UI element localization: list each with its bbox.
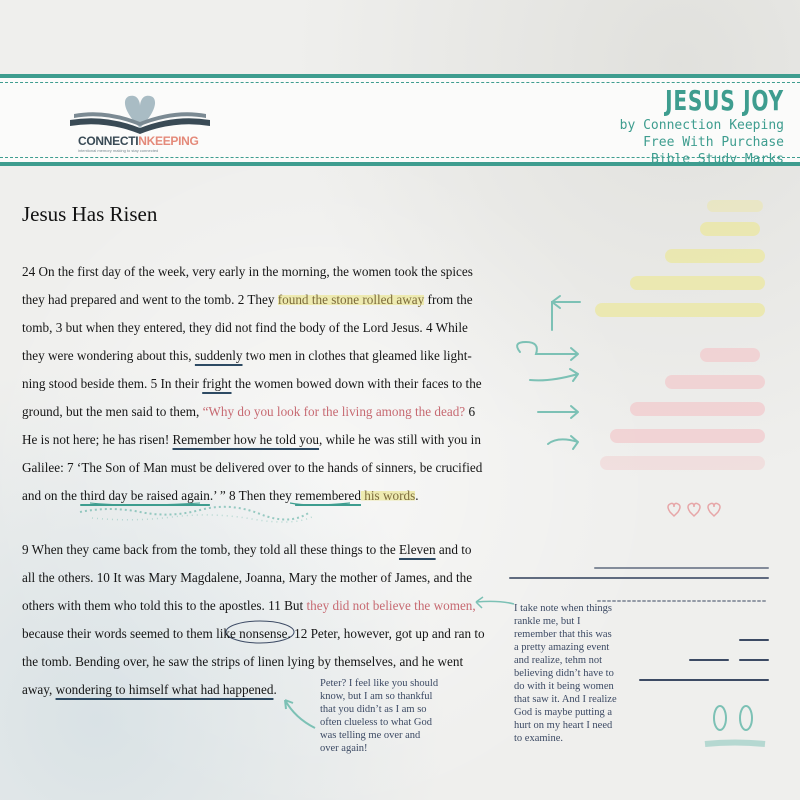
note-line: believing didn’t have to xyxy=(514,668,614,679)
circle-doodle xyxy=(740,706,752,730)
note-line: and realize, tehm not xyxy=(514,655,603,666)
header-offer: Free With Purchase xyxy=(643,135,784,150)
arrow-icon xyxy=(517,342,578,360)
text-line: tomb, 3 but when they entered, they did not find the body of the Lord Jesus. 4 While xyxy=(22,320,468,335)
note-line: over again! xyxy=(320,743,368,754)
note-line: Peter? I feel like you should xyxy=(320,678,439,689)
note-line: that saw it. And I realize xyxy=(514,694,617,705)
note-line: do with it being women xyxy=(514,681,614,692)
text-line xyxy=(22,286,482,314)
text-line xyxy=(22,592,485,620)
yellow-highlight-swatches xyxy=(595,200,765,317)
arrow-icon xyxy=(530,369,578,381)
note-line: a pretty amazing event xyxy=(514,642,610,653)
text-run: .’ ” 8 Then they xyxy=(209,488,296,503)
text-run: ning stood beside them. 5 In their xyxy=(22,376,203,391)
text-run: because their words seemed to them like xyxy=(22,626,240,641)
underlined-text: wondering to himself what had happened xyxy=(55,682,274,697)
arrow-icon xyxy=(548,436,578,449)
text-run: . 12 Peter, however, got up and ran to xyxy=(287,626,485,641)
highlight-swatch xyxy=(700,222,760,236)
highlight-swatch xyxy=(595,303,765,317)
highlight-swatch xyxy=(610,429,765,443)
heart-icon xyxy=(688,503,700,516)
logo-word-part: KEEPING xyxy=(146,134,199,148)
text-run: and to xyxy=(435,542,472,557)
note-line: God is maybe putting a xyxy=(514,707,612,718)
page-title: Jesus Has Risen xyxy=(22,202,158,226)
text-run: they were wondering about this, xyxy=(22,348,195,363)
note-line: remember that this was xyxy=(514,629,612,640)
note-line: to examine. xyxy=(514,733,563,744)
note-line: rankle me, but I xyxy=(514,616,581,627)
underlined-text: third day be raised again xyxy=(80,488,210,503)
text-run: 6 xyxy=(465,404,476,419)
text-line xyxy=(22,620,485,648)
text-run: , while he was still with you in xyxy=(319,432,481,447)
highlighted-text: found the stone rolled away xyxy=(277,292,425,307)
circled-text: nonsense xyxy=(239,626,288,641)
header-product: Bible Study Marks xyxy=(650,152,784,167)
text-line xyxy=(22,398,482,426)
underlined-text: Remember how he told you xyxy=(172,432,320,447)
highlight-swatch xyxy=(665,375,765,389)
text-run: away, xyxy=(22,682,56,697)
heart-icon xyxy=(668,503,680,516)
note-line: hurt on my heart I need xyxy=(514,720,613,731)
text-line: Galilee: 7 ‘The Son of Man must be delivered over to the hands of sinners, be crucified xyxy=(22,460,483,475)
highlight-swatch xyxy=(630,276,765,290)
logo-wordmark xyxy=(78,134,199,148)
highlight-swatch xyxy=(630,402,765,416)
header-title: JESUS JOY xyxy=(665,84,784,117)
highlight-swatch xyxy=(600,456,765,470)
text-run: 9 When they came back from the tomb, they told all these things to the xyxy=(22,542,399,557)
arrow-icon xyxy=(552,296,580,330)
note-line: know, but I am so thankful xyxy=(320,691,433,702)
highlighted-text: they did not believe the women, xyxy=(306,598,476,613)
hearts-doodle xyxy=(668,503,720,516)
paragraph-1 xyxy=(22,258,482,510)
underlined-text: Eleven xyxy=(398,542,436,557)
underlined-text: fright xyxy=(202,376,232,391)
heart-icon xyxy=(708,503,720,516)
margin-note-bottom xyxy=(320,677,438,755)
text-run: from the xyxy=(424,292,473,307)
teal-arrows xyxy=(517,296,580,449)
text-line: the tomb. Bending over, he saw the strips of linen lying by themselves, and he went xyxy=(22,654,464,669)
logo-word-part: N xyxy=(138,134,147,148)
text-run: . xyxy=(415,488,419,503)
text-run: He is not here; he has risen! xyxy=(22,432,173,447)
highlighted-text: “Why do you look for the living among the dead? xyxy=(202,404,466,419)
text-run: ground, but the men said to them, xyxy=(22,404,203,419)
note-line: was telling me over and xyxy=(320,730,421,741)
logo-word-part: CONNECTI xyxy=(78,134,139,148)
arrow-icon xyxy=(285,700,315,728)
highlight-swatch xyxy=(700,348,760,362)
text-run: . xyxy=(273,682,277,697)
text-line: all the others. 10 It was Mary Magdalene, Joanna, Mary the mother of James, and the xyxy=(22,570,473,585)
note-line: I take note when things xyxy=(514,603,612,614)
text-run: others with them who told this to the apostles. 11 But xyxy=(22,598,307,613)
text-run: they had prepared and went to the tomb. 2 They xyxy=(22,292,278,307)
teal-circles xyxy=(705,706,765,744)
margin-note-right xyxy=(514,602,617,745)
text-line xyxy=(22,342,482,370)
underline-swatch xyxy=(705,743,765,745)
note-line: that you didn’t as I am so xyxy=(320,704,427,715)
underlined-text: remembered xyxy=(295,488,361,503)
header-byline: by Connection Keeping xyxy=(619,118,784,133)
logo-tagline: intentional memory making to stay connected xyxy=(78,148,159,153)
arrow-icon xyxy=(538,406,578,418)
text-line xyxy=(22,536,485,564)
note-line: often clueless to what God xyxy=(320,717,432,728)
text-run: two men in clothes that gleamed like light- xyxy=(242,348,472,363)
text-line xyxy=(22,426,482,454)
text-line xyxy=(22,482,482,510)
text-run: and on the xyxy=(22,488,81,503)
text-run: the women bowed down with their faces to the xyxy=(231,376,482,391)
highlight-swatch xyxy=(665,249,765,263)
text-line: 24 On the first day of the week, very early in the morning, the women took the spices xyxy=(22,264,473,279)
text-line xyxy=(22,370,482,398)
highlight-swatch xyxy=(707,200,763,212)
highlighted-text: his words xyxy=(360,488,416,503)
underlined-text: suddenly xyxy=(194,348,243,363)
circle-doodle xyxy=(714,706,726,730)
pink-highlight-swatches xyxy=(600,348,765,470)
